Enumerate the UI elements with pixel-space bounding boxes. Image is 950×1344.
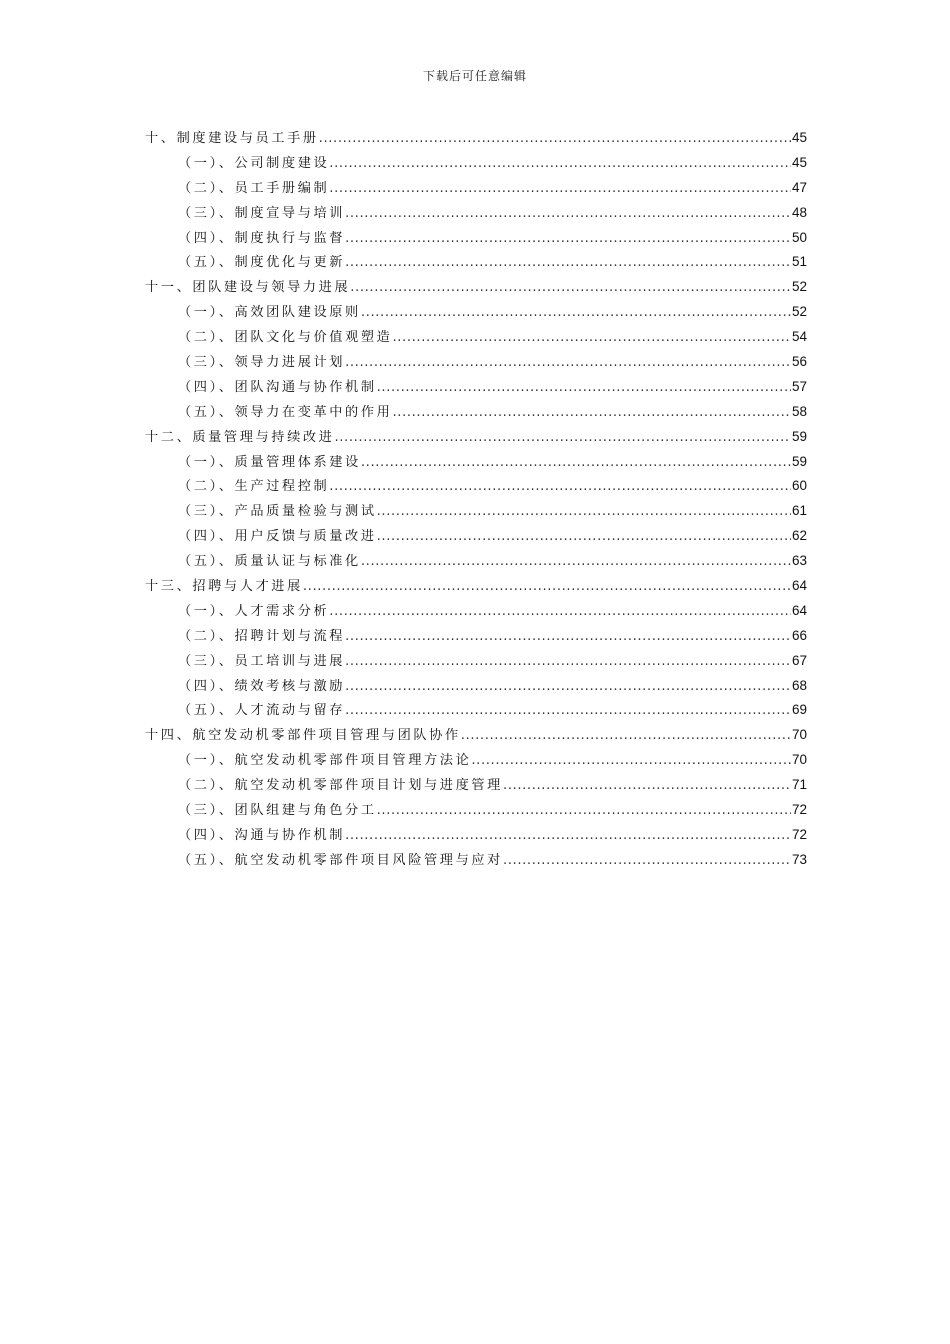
toc-chapter-entry[interactable] bbox=[145, 126, 807, 151]
toc-dot-leader bbox=[345, 227, 791, 252]
toc-section-entry[interactable] bbox=[145, 325, 807, 350]
toc-entry-title: （三）、员工培训与进展 bbox=[178, 653, 346, 669]
toc-section-entry[interactable] bbox=[145, 599, 807, 624]
toc-page-number: 64 bbox=[791, 602, 807, 618]
toc-dot-leader bbox=[334, 426, 791, 451]
toc-dot-leader bbox=[329, 600, 791, 625]
toc-page-number: 63 bbox=[791, 553, 807, 569]
toc-dot-leader bbox=[392, 326, 791, 351]
toc-dot-leader bbox=[361, 451, 791, 476]
toc-dot-leader bbox=[329, 177, 791, 202]
toc-entry-title: （二）、招聘计划与流程 bbox=[178, 628, 346, 644]
toc-entry-title: （五）、质量认证与标准化 bbox=[178, 554, 361, 570]
toc-page-number: 72 bbox=[791, 802, 807, 818]
toc-page-number: 64 bbox=[791, 578, 807, 594]
toc-page-number: 60 bbox=[791, 478, 807, 494]
toc-entry-title: （二）、航空发动机零部件项目计划与进度管理 bbox=[178, 778, 503, 794]
toc-dot-leader bbox=[319, 127, 791, 152]
toc-entry-title: 十四、航空发动机零部件项目管理与团队协作 bbox=[145, 728, 461, 744]
toc-page-number: 72 bbox=[791, 826, 807, 842]
toc-page-number: 66 bbox=[791, 627, 807, 643]
toc-entry-title: （五）、航空发动机零部件项目风险管理与应对 bbox=[178, 852, 503, 868]
toc-page-number: 45 bbox=[791, 130, 807, 145]
toc-dot-leader bbox=[345, 824, 791, 849]
toc-entry-title: （一）、航空发动机零部件项目管理方法论 bbox=[178, 753, 472, 769]
toc-entry-title: （四）、用户反馈与质量改进 bbox=[178, 529, 377, 545]
toc-page-number: 58 bbox=[791, 403, 807, 419]
toc-dot-leader bbox=[303, 575, 791, 600]
toc-entry-title: （一）、高效团队建设原则 bbox=[178, 305, 361, 321]
toc-dot-leader bbox=[377, 376, 791, 401]
toc-entry-title: （三）、制度宣导与培训 bbox=[178, 205, 346, 221]
toc-dot-leader bbox=[329, 475, 791, 500]
toc-entry-title: （二）、员工手册编制 bbox=[178, 180, 330, 196]
toc-entry-title: （三）、产品质量检验与测试 bbox=[178, 504, 377, 520]
toc-page-number: 67 bbox=[791, 652, 807, 668]
toc-entry-title: （四）、制度执行与监督 bbox=[178, 230, 346, 246]
toc-dot-leader bbox=[345, 625, 791, 650]
toc-entry-title: （二）、生产过程控制 bbox=[178, 479, 330, 495]
toc-dot-leader bbox=[345, 251, 791, 276]
toc-dot-leader bbox=[503, 774, 791, 799]
toc-page-number: 70 bbox=[791, 752, 807, 768]
page-header: 下载后可任意编辑 bbox=[422, 69, 527, 83]
toc-page-number: 47 bbox=[791, 179, 807, 195]
toc-section-entry[interactable] bbox=[145, 798, 807, 823]
toc-dot-leader bbox=[345, 675, 791, 700]
toc-page-number: 50 bbox=[791, 229, 807, 245]
toc-section-entry[interactable] bbox=[145, 226, 807, 251]
toc-chapter-entry[interactable] bbox=[145, 723, 807, 748]
toc-section-entry[interactable] bbox=[145, 350, 807, 375]
toc-section-entry[interactable] bbox=[145, 176, 807, 201]
toc-page-number: 52 bbox=[791, 304, 807, 320]
toc-dot-leader bbox=[503, 849, 791, 874]
toc-dot-leader bbox=[377, 525, 791, 550]
toc-entry-title: （五）、制度优化与更新 bbox=[178, 255, 346, 271]
toc-page-number: 52 bbox=[791, 279, 807, 295]
toc-section-entry[interactable] bbox=[145, 474, 807, 499]
toc-chapter-entry[interactable] bbox=[145, 425, 807, 450]
toc-section-entry[interactable] bbox=[145, 300, 807, 325]
toc-dot-leader bbox=[345, 699, 791, 724]
toc-entry-title: （一）、质量管理体系建设 bbox=[178, 454, 361, 470]
toc-section-entry[interactable] bbox=[145, 748, 807, 773]
toc-section-entry[interactable] bbox=[145, 649, 807, 674]
toc-page-number: 62 bbox=[791, 528, 807, 544]
toc-chapter-entry[interactable] bbox=[145, 574, 807, 599]
toc-dot-leader bbox=[345, 202, 791, 227]
toc-entry-title: （一）、公司制度建设 bbox=[178, 155, 330, 171]
toc-entry-title: 十三、招聘与人才进展 bbox=[145, 579, 303, 595]
toc-page-number: 56 bbox=[791, 354, 807, 370]
toc-section-entry[interactable] bbox=[145, 151, 807, 176]
toc-entry-title: （一）、人才需求分析 bbox=[178, 603, 330, 619]
toc-page-number: 59 bbox=[791, 453, 807, 469]
toc-section-entry[interactable] bbox=[145, 499, 807, 524]
toc-section-entry[interactable] bbox=[145, 201, 807, 226]
toc-page-number: 70 bbox=[791, 727, 807, 743]
toc-page-number: 45 bbox=[791, 154, 807, 170]
toc-dot-leader bbox=[345, 351, 791, 376]
toc-section-entry[interactable] bbox=[145, 698, 807, 723]
toc-dot-leader bbox=[350, 276, 791, 301]
toc-entry-title: 十二、质量管理与持续改进 bbox=[145, 429, 335, 445]
toc-page-number: 71 bbox=[791, 777, 807, 793]
toc-section-entry[interactable] bbox=[145, 450, 807, 475]
toc-entry-title: （三）、领导力进展计划 bbox=[178, 355, 346, 371]
toc-section-entry[interactable] bbox=[145, 823, 807, 848]
toc-dot-leader bbox=[329, 152, 791, 177]
toc-entry-title: （四）、团队沟通与协作机制 bbox=[178, 379, 377, 395]
toc-chapter-entry[interactable] bbox=[145, 275, 807, 300]
toc-entry-title: （四）、绩效考核与激励 bbox=[178, 678, 346, 694]
toc-dot-leader bbox=[461, 724, 791, 749]
toc-section-entry[interactable] bbox=[145, 400, 807, 425]
toc-dot-leader bbox=[377, 799, 791, 824]
toc-entry-title: 十、制度建设与员工手册 bbox=[145, 131, 319, 146]
toc-page-number: 59 bbox=[791, 428, 807, 444]
toc-entry-title: （四）、沟通与协作机制 bbox=[178, 827, 346, 843]
toc-section-entry[interactable] bbox=[145, 524, 807, 549]
toc-section-entry[interactable] bbox=[145, 773, 807, 798]
toc-entry-title: （三）、团队组建与角色分工 bbox=[178, 803, 377, 819]
toc-section-entry[interactable] bbox=[145, 674, 807, 699]
toc-page-number: 54 bbox=[791, 329, 807, 345]
toc-page-number: 73 bbox=[791, 851, 807, 867]
toc-page-number: 48 bbox=[791, 204, 807, 220]
toc-dot-leader bbox=[361, 550, 791, 575]
toc-dot-leader bbox=[361, 301, 791, 326]
toc-section-entry[interactable] bbox=[145, 624, 807, 649]
toc-entry-title: （五）、领导力在变革中的作用 bbox=[178, 404, 393, 420]
toc-page-number: 51 bbox=[791, 254, 807, 270]
toc-entry-title: （二）、团队文化与价值观塑造 bbox=[178, 330, 393, 346]
toc-dot-leader bbox=[392, 401, 791, 426]
toc-page-number: 61 bbox=[791, 503, 807, 519]
toc-section-entry[interactable] bbox=[145, 549, 807, 574]
toc-section-entry[interactable] bbox=[145, 250, 807, 275]
toc-section-entry[interactable] bbox=[145, 375, 807, 400]
toc-entry-title: （五）、人才流动与留存 bbox=[178, 703, 346, 719]
toc-dot-leader bbox=[377, 500, 791, 525]
toc-entry-title: 十一、团队建设与领导力进展 bbox=[145, 280, 351, 296]
toc-section-entry[interactable] bbox=[145, 848, 807, 873]
toc-page-number: 69 bbox=[791, 702, 807, 718]
toc-dot-leader bbox=[345, 650, 791, 675]
toc-page-number: 57 bbox=[791, 378, 807, 394]
table-of-contents bbox=[145, 126, 807, 873]
toc-page-number: 68 bbox=[791, 677, 807, 693]
toc-dot-leader bbox=[471, 749, 791, 774]
